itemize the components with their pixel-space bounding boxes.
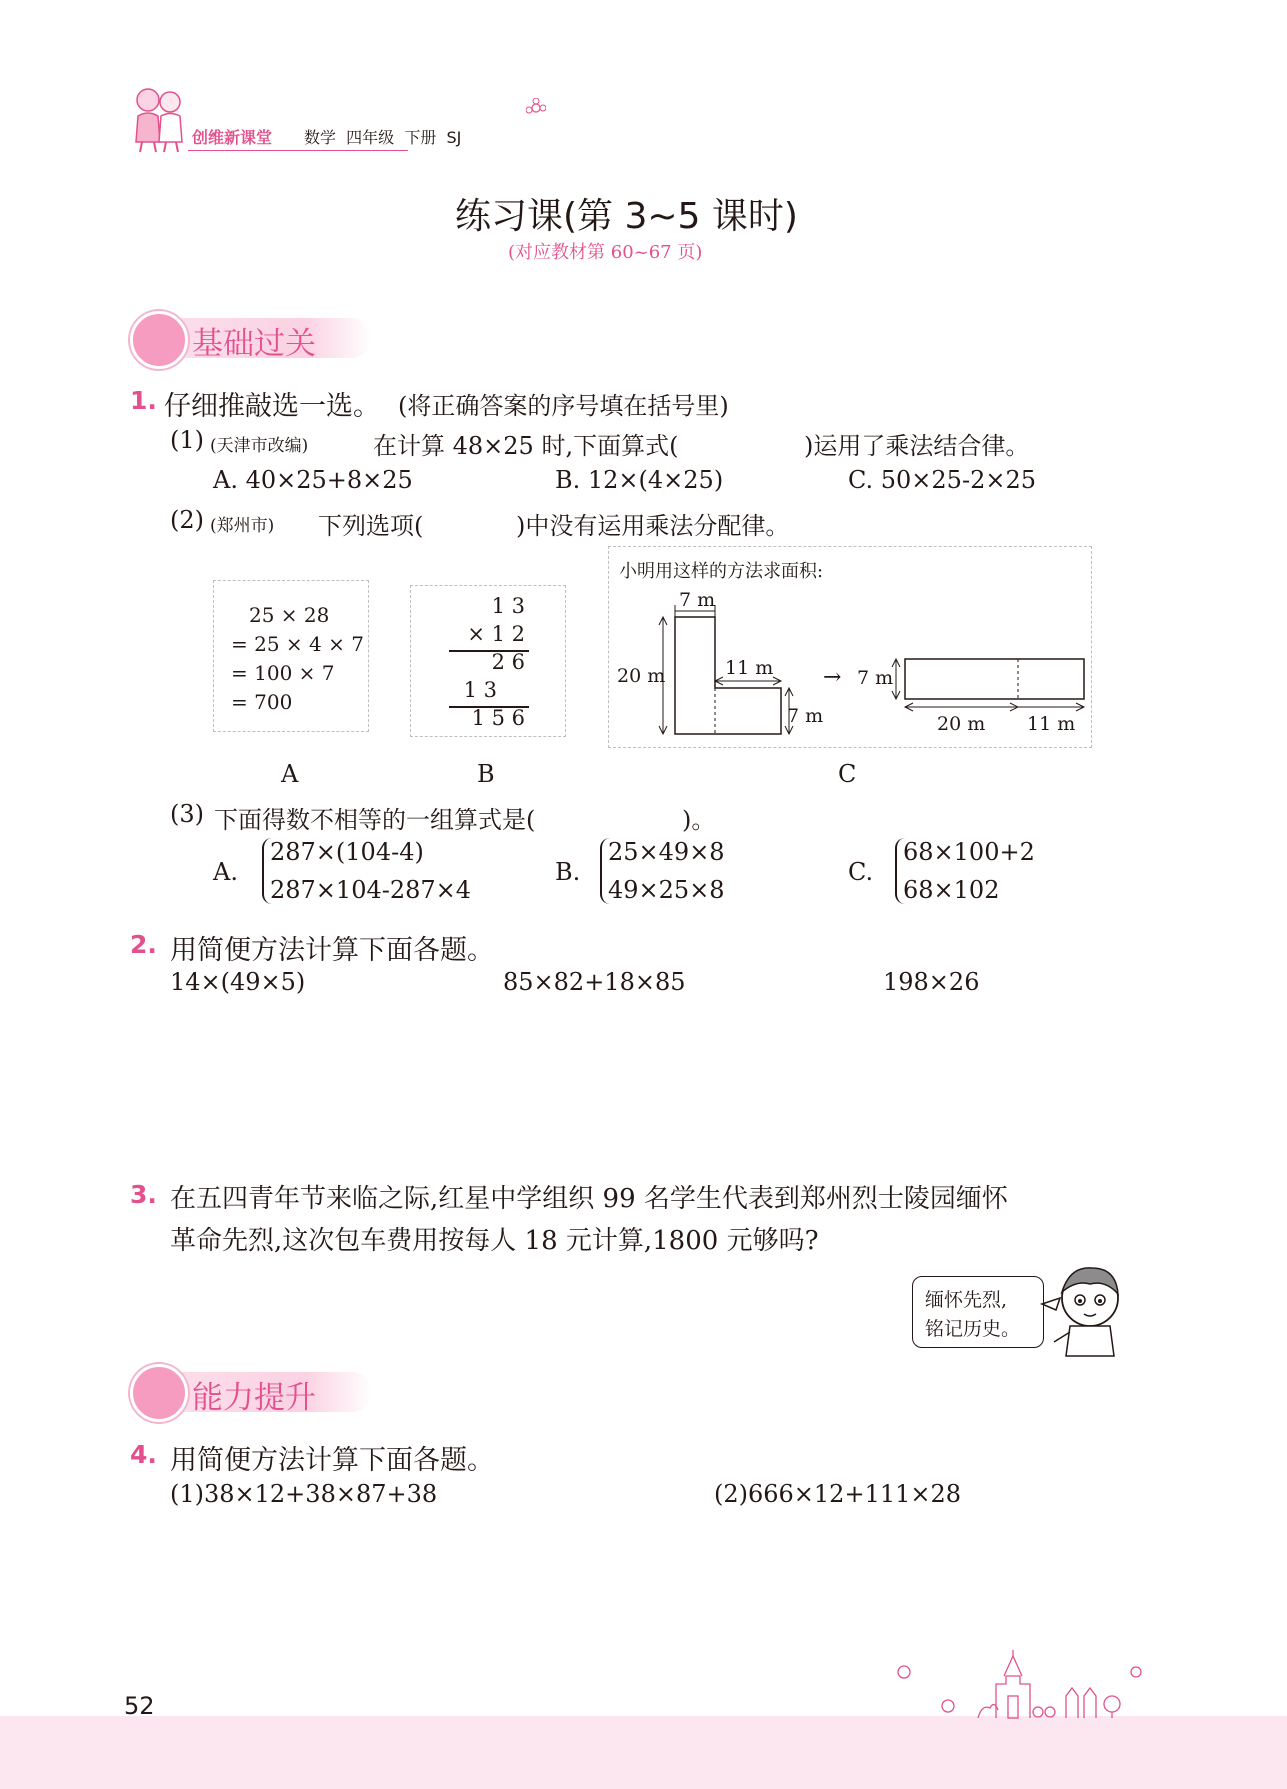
option-a-line-4: = 700: [231, 690, 293, 714]
rect-width2-label: 11 m: [1027, 713, 1076, 735]
q1-part3-option-c-line1: 68×100+2: [903, 838, 1035, 866]
option-c-figure: [609, 547, 1091, 747]
q2-work-area[interactable]: [170, 1004, 1120, 1164]
option-c-letter: C: [838, 760, 857, 788]
castle-decoration-icon: [886, 1648, 1176, 1720]
girl-avatar-icon-2: [130, 1364, 188, 1422]
q1-part3-option-b-line2: 49×25×8: [608, 876, 725, 904]
section-title-advanced: 能力提升: [192, 1380, 316, 1416]
footer-band: [0, 1716, 1287, 1789]
q1-part1-text-b: )运用了乘法结合律。: [804, 432, 1030, 460]
q3-line-1: 在五四青年节来临之际,红星中学组织 99 名学生代表到郑州烈士陵园缅怀: [170, 1184, 1008, 1214]
dim-inner-label: 11 m: [725, 657, 774, 679]
q2-number: 2.: [130, 930, 157, 959]
transform-arrow-icon: →: [823, 665, 842, 690]
q1-part3-option-c-letter: C.: [848, 858, 874, 886]
dim-top-label: 7 m: [679, 589, 716, 611]
q1-part2-text-b: )中没有运用乘法分配律。: [516, 512, 790, 540]
q1-part1-option-b: B. 12×(4×25): [555, 466, 724, 494]
q1-part3-answer-blank[interactable]: [620, 804, 682, 832]
option-b-letter: B: [477, 760, 495, 788]
speech-bubble: [912, 1276, 1044, 1348]
q1-part1-option-a: A. 40×25+8×25: [213, 466, 413, 494]
q4-work-area[interactable]: [170, 1516, 1120, 1666]
q1-part3-option-a-letter: A.: [213, 858, 238, 886]
q3-line-2: 革命先烈,这次包车费用按每人 18 元计算,1800 元够吗?: [170, 1226, 819, 1256]
rect-height-label: 7 m: [857, 667, 894, 689]
speech-bubble-line-2: 铭记历史。: [925, 1318, 1021, 1340]
q1-part3-option-b-line1: 25×49×8: [608, 838, 725, 866]
option-b-box: [410, 585, 566, 737]
option-a-letter: A: [281, 760, 299, 788]
dim-bottom-label: 7 m: [787, 705, 824, 727]
option-c-box: [608, 546, 1092, 748]
q1-part3-option-a-line2: 287×104-287×4: [270, 876, 472, 904]
q1-part1-answer-blank[interactable]: [734, 430, 804, 458]
header-brand: 创维新课堂: [192, 128, 273, 147]
boy-character-icon: [1040, 1258, 1136, 1358]
option-b-row-1: 1 3: [491, 594, 525, 618]
option-b-row-4: 1 3: [463, 678, 497, 702]
girl-avatar-icon: [130, 311, 188, 369]
option-a-line-2: = 25 × 4 × 7: [231, 632, 364, 656]
q1-part3-option-b-letter: B.: [555, 858, 581, 886]
option-b-row-5: 1 5 6: [471, 706, 525, 730]
q1-part1-label: (1): [170, 426, 204, 454]
q1-part2-label: (2): [170, 506, 204, 534]
header-subject-info: 数学 四年级 下册 SJ: [304, 128, 462, 147]
q1-number: 1.: [130, 386, 157, 415]
q1-part3-option-c-line2: 68×102: [903, 876, 1000, 904]
q2-text: 用简便方法计算下面各题。: [170, 935, 494, 966]
option-c-caption: 小明用这样的方法求面积:: [619, 561, 824, 582]
q1-part2-text-a: 下列选项(: [318, 512, 424, 540]
q1-part3-label: (3): [170, 800, 204, 828]
header-underline: [188, 150, 408, 151]
q1-part1-text-a: 在计算 48×25 时,下面算式(: [373, 432, 679, 460]
q1-part1-option-c: C. 50×25-2×25: [848, 466, 1036, 494]
option-a-box: [213, 580, 369, 732]
q1-part2-source: (郑州市): [210, 516, 275, 536]
header-kids-illustration: [128, 82, 188, 154]
q1-part2-answer-blank[interactable]: [452, 510, 516, 538]
option-a-line-3: = 100 × 7: [231, 661, 335, 685]
option-a-line-1: 25 × 28: [249, 603, 330, 627]
q4-text: 用简便方法计算下面各题。: [170, 1445, 494, 1476]
option-b-row-2: × 1 2: [467, 622, 525, 646]
q1-note: (将正确答案的序号填在括号里): [398, 392, 729, 420]
q3-number: 3.: [130, 1180, 157, 1209]
flower-doodle-icon: [526, 98, 546, 118]
dim-left-label: 20 m: [617, 665, 666, 687]
q2-item-1: 14×(49×5): [170, 968, 306, 996]
page-title: 练习课(第 3~5 课时): [455, 196, 798, 237]
q4-item-2: (2)666×12+111×28: [714, 1480, 962, 1508]
q2-item-2: 85×82+18×85: [503, 968, 686, 996]
q1-part3-option-a-line1: 287×(104-4): [270, 838, 424, 866]
page-number: 52: [124, 1692, 155, 1720]
q4-number: 4.: [130, 1440, 157, 1469]
q4-item-1: (1)38×12+38×87+38: [170, 1480, 438, 1508]
q1-part3-text-a: 下面得数不相等的一组算式是(: [214, 806, 536, 834]
rect-width1-label: 20 m: [937, 713, 986, 735]
page-subtitle: (对应教材第 60~67 页): [508, 242, 703, 263]
option-b-row-3: 2 6: [491, 650, 525, 674]
q1-text: 仔细推敲选一选。: [164, 391, 380, 422]
speech-bubble-line-1: 缅怀先烈,: [925, 1289, 1008, 1311]
q1-part3-text-b: )。: [682, 806, 716, 834]
section-title-basic: 基础过关: [192, 326, 316, 362]
q1-part1-source: (天津市改编): [210, 436, 309, 456]
q2-item-3: 198×26: [883, 968, 980, 996]
